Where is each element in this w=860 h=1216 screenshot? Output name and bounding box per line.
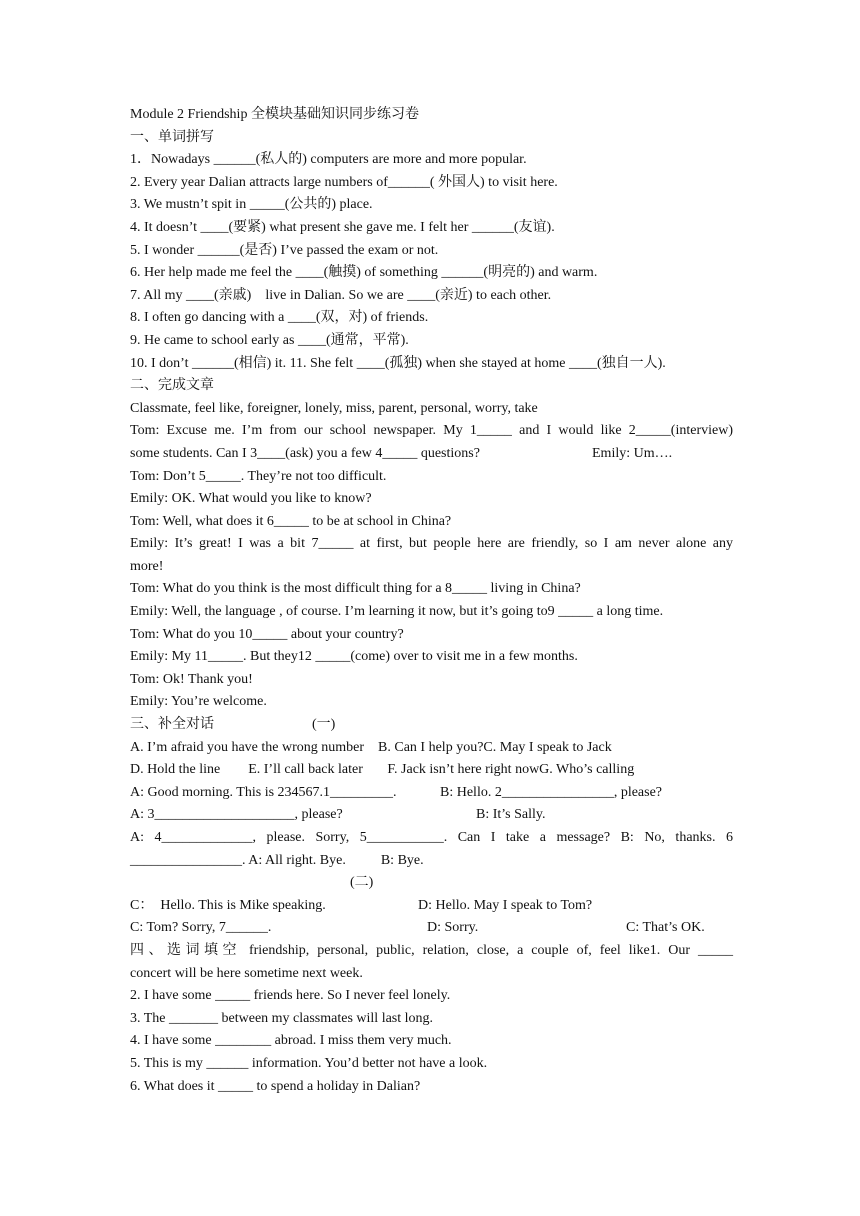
- dialogue-line: Tom: Excuse me. I’m from our school newspaper. My 1_____ and I would like 2_____(interview): [130, 423, 733, 439]
- dialogue-segment: Emily: Um….: [592, 445, 673, 461]
- worksheet-page: [130, 104, 733, 1098]
- dialogue-line: Emily: It’s great! I was a bit 7_____ at first, but people here are friendly, so I am never alone any: [130, 536, 733, 552]
- dialogue-line: Tom: Don’t 5_____. They’re not too difficult.: [130, 468, 387, 484]
- part-label: (一): [312, 717, 336, 733]
- section3-heading: 三、补全对话: [130, 717, 214, 733]
- dialogue-line: Emily: OK. What would you like to know?: [130, 491, 372, 507]
- dialogue-line: [130, 804, 733, 827]
- dialogue-segment: D: Sorry.: [427, 920, 479, 936]
- section4-item: 2. I have some _____ friends here. So I never feel lonely.: [130, 988, 451, 1004]
- dialogue-line: Emily: My 11_____. But they12 _____(come) over to visit me in a few months.: [130, 649, 578, 665]
- section1-item: 1．Nowadays ______(私人的) computers are more and more popular.: [130, 152, 527, 168]
- section1-item: 5. I wonder ______(是否) I’ve passed the exam or not.: [130, 242, 439, 258]
- document-title: Module 2 Friendship 全模块基础知识同步练习卷: [130, 107, 419, 122]
- options-line: A. I’m afraid you have the wrong number B. Can I help you?C. May I speak to Jack: [130, 739, 612, 755]
- section1-item: 3. We mustn’t spit in _____(公共的) place.: [130, 197, 373, 213]
- dialogue-line: Emily: You’re welcome.: [130, 694, 267, 710]
- dialogue-line: Emily: Well, the language , of course. I’m learning it now, but it’s going to9 _____ a long time.: [130, 604, 664, 620]
- section1-item: 7. All my ____(亲戚) live in Dalian. So we are ____(亲近) to each other.: [130, 287, 552, 303]
- dialogue-line: [130, 782, 733, 805]
- section1-item: 2. Every year Dalian attracts large numbers of______( 外国人) to visit here.: [130, 174, 558, 190]
- section1-item: 10. I don’t ______(相信) it. 11. She felt ____(孤独) when she stayed at home ____(独自一人).: [130, 355, 666, 371]
- dialogue-segment: some students. Can I 3____(ask) you a few 4_____ questions?: [130, 445, 480, 461]
- dialogue-line: Tom: What do you think is the most difficult thing for a 8_____ living in China?: [130, 581, 581, 597]
- dialogue-line: A: 4_____________, please. Sorry, 5___________. Can I take a message? B: No, thanks. 6: [130, 830, 733, 845]
- section4-heading: 四、选词填空 friendship, personal, public, relation, close, a couple of, feel like1. Our _____: [130, 942, 733, 958]
- word-bank: Classmate, feel like, foreigner, lonely, miss, parent, personal, worry, take: [130, 400, 538, 416]
- section1-item: 4. It doesn’t ____(要紧) what present she gave me. I felt her ______(友谊).: [130, 219, 555, 235]
- section4-item: 3. The _______ between my classmates will last long.: [130, 1010, 434, 1026]
- section3-heading-row: [130, 714, 733, 737]
- dialogue-line: [130, 917, 733, 940]
- dialogue-line: [130, 895, 733, 918]
- section4-item: 4. I have some ________ abroad. I miss them very much.: [130, 1033, 452, 1049]
- dialogue-segment: A: 3____________________, please?: [130, 807, 343, 823]
- dialogue-line: [130, 443, 733, 466]
- dialogue-segment: D: Hello. May I speak to Tom?: [418, 897, 593, 913]
- section4-item: 5. This is my ______ information. You’d better not have a look.: [130, 1055, 488, 1071]
- dialogue-line: Tom: Well, what does it 6_____ to be at school in China?: [130, 513, 452, 529]
- dialogue-segment: C： Hello. This is Mike speaking.: [130, 897, 326, 913]
- dialogue-segment: B: It’s Sally.: [476, 807, 546, 823]
- options-line: D. Hold the line E. I’ll call back later F. Jack isn’t here right nowG. Who’s calling: [130, 762, 635, 778]
- dialogue-line: more!: [130, 558, 164, 574]
- section4-item: 6. What does it _____ to spend a holiday in Dalian?: [130, 1078, 421, 1094]
- part-label: [130, 872, 733, 895]
- section2-heading: 二、完成文章: [130, 378, 214, 394]
- section1-item: 6. Her help made me feel the ____(触摸) of something ______(明亮的) and warm.: [130, 265, 598, 281]
- section1-item: 9. He came to school early as ____(通常，平常).: [130, 332, 409, 348]
- dialogue-line: ________________. A: All right. Bye. B: Bye.: [130, 852, 424, 868]
- dialogue-segment: C: That’s OK.: [626, 920, 705, 936]
- part-label-text: (二): [350, 875, 374, 891]
- dialogue-segment: A: Good morning. This is 234567.1_________.: [130, 784, 397, 800]
- section1-item: 8. I often go dancing with a ____(双，对) of friends.: [130, 310, 429, 326]
- section4-item: concert will be here sometime next week.: [130, 965, 363, 981]
- dialogue-line: Tom: What do you 10_____ about your country?: [130, 626, 404, 642]
- section1-heading: 一、单词拼写: [130, 129, 214, 145]
- dialogue-line: Tom: Ok! Thank you!: [130, 671, 253, 687]
- dialogue-segment: B: Hello. 2________________, please?: [440, 784, 663, 800]
- dialogue-segment: C: Tom? Sorry, 7______.: [130, 920, 272, 936]
